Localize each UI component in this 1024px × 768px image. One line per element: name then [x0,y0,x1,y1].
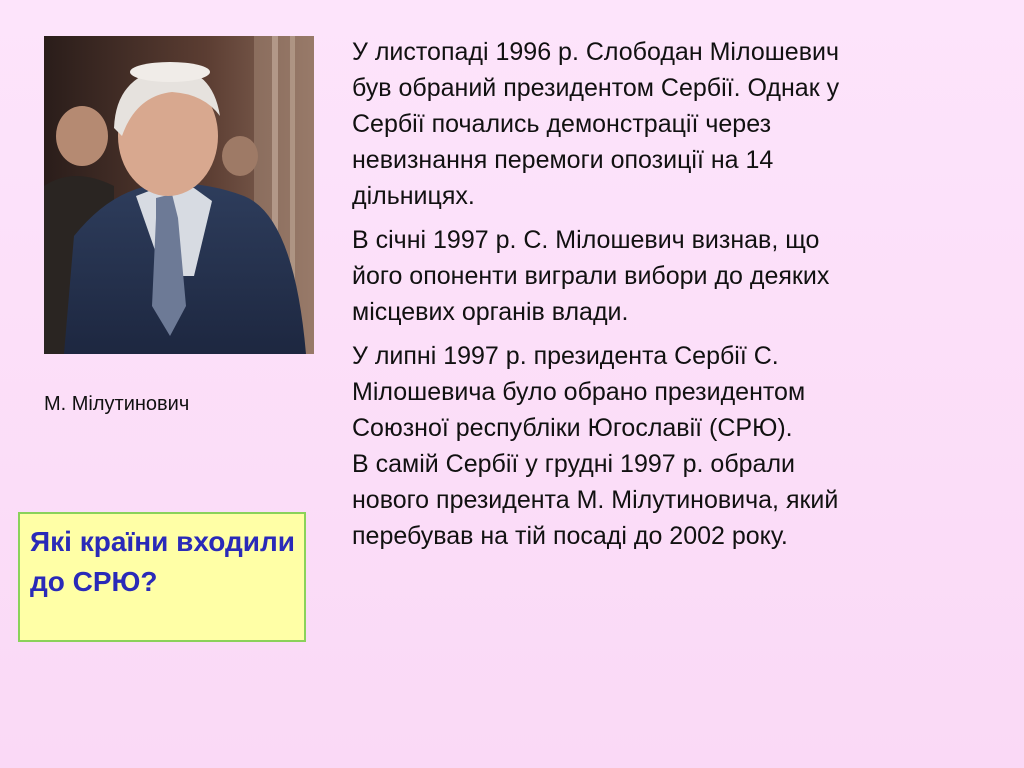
text-line: його опоненти виграли вибори до деяких [352,262,830,290]
paragraph-3 [352,338,982,554]
text-line: В самій Сербії у грудні 1997 р. обрали [352,450,795,478]
question-box [18,512,306,642]
text-line: Мілошевича було обрано президентом [352,378,806,406]
text-line: перебував на тій посаді до 2002 року. [352,522,788,550]
photo-caption: М. Мілутинович [44,393,190,415]
text-line: Союзної республіки Югославії (СРЮ). [352,414,793,442]
portrait-image [44,36,314,354]
paragraph-1 [352,34,982,214]
main-text [352,34,982,562]
portrait-photo [44,36,314,354]
text-line: Сербії почались демонстрації через [352,110,772,138]
text-line: невизнання перемоги опозиції на 14 [352,146,774,174]
text-line: У липні 1997 р. президента Сербії С. [352,342,779,370]
paragraph-2 [352,222,982,330]
text-line: дільницях. [352,182,475,210]
text-line: В січні 1997 р. С. Мілошевич визнав, що [352,226,820,254]
text-line: У листопаді 1996 р. Слободан Мілошевич [352,38,839,66]
text-line: місцевих органів влади. [352,298,629,326]
text-line: нового президента М. Мілутиновича, який [352,486,839,514]
question-text: Які країни входили до СРЮ? [30,526,295,597]
text-line: був обраний президентом Сербії. Однак у [352,74,840,102]
